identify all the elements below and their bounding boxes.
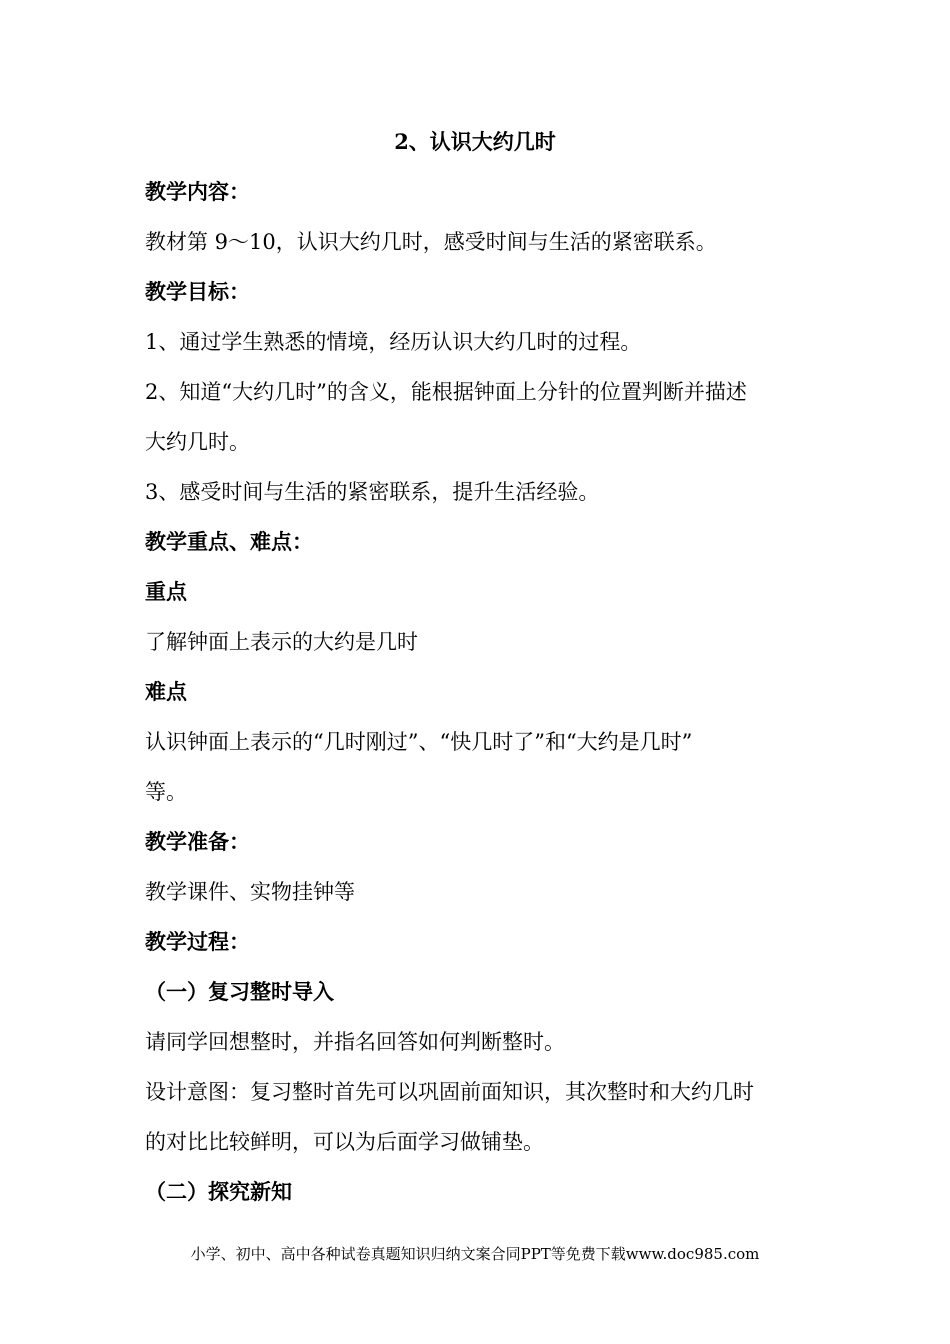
difficulty-label: 难点 [145, 679, 187, 704]
goal-3: 3、感受时间与生活的紧密联系，提升生活经验。 [145, 480, 600, 504]
key-heading: 教学重点、难点： [145, 529, 313, 554]
design-intent-line-2: 的对比比较鲜明，可以为后面学习做铺垫。 [145, 1130, 544, 1154]
goals-heading: 教学目标： [145, 279, 250, 304]
prep-text: 教学课件、实物挂钟等 [145, 880, 355, 904]
difficulty-line-2: 等。 [145, 780, 187, 804]
key-point-label: 重点 [145, 579, 187, 604]
step-2-heading: （二）探究新知 [145, 1179, 292, 1204]
goal-2-line-1: 2、知道“大约几时”的含义，能根据钟面上分针的位置判断并描述 [145, 380, 747, 404]
goal-2-line-2: 大约几时。 [145, 430, 250, 454]
key-point-text: 了解钟面上表示的大约是几时 [145, 630, 418, 654]
prep-heading: 教学准备： [145, 829, 250, 854]
design-intent-line-1: 设计意图：复习整时首先可以巩固前面知识，其次整时和大约几时 [145, 1080, 754, 1104]
goal-1: 1、通过学生熟悉的情境，经历认识大约几时的过程。 [145, 330, 642, 354]
page-footer: 小学、初中、高中各种试卷真题知识归纳文案合同PPT等免费下载www.doc985.com [190, 1245, 760, 1263]
step-1-text: 请同学回想整时，并指名回答如何判断整时。 [145, 1030, 565, 1054]
content-heading: 教学内容： [145, 179, 250, 204]
difficulty-line-1: 认识钟面上表示的“几时刚过”、“快几时了”和“大约是几时” [145, 730, 693, 754]
step-1-heading: （一）复习整时导入 [145, 979, 334, 1004]
document-title: 2、认识大约几时 [394, 129, 556, 154]
content-text: 教材第 9～10，认识大约几时，感受时间与生活的紧密联系。 [145, 230, 717, 254]
process-heading: 教学过程： [145, 929, 250, 954]
